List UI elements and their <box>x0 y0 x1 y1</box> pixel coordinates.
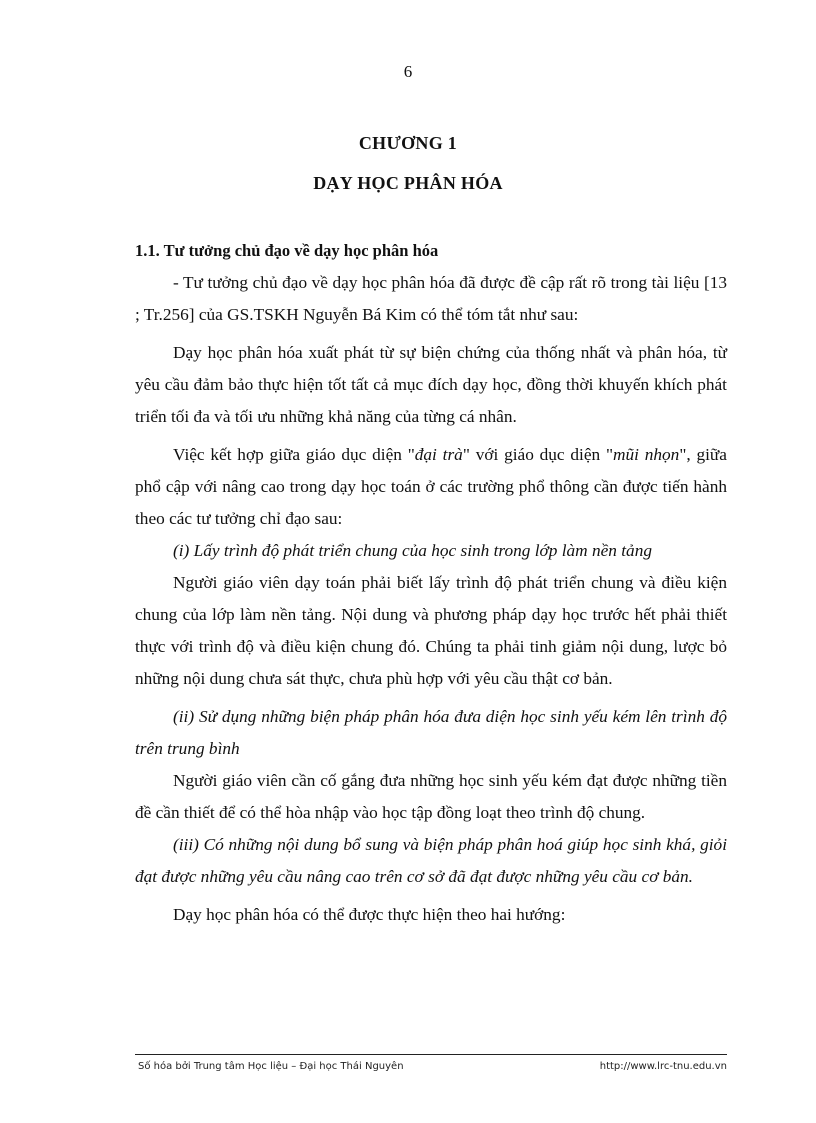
guideline-ii: (ii) Sử dụng những biện pháp phân hóa đưa diện học sinh yếu kém lên trình độ trên trung bình <box>135 707 727 758</box>
chapter-number: CHƯƠNG 1 <box>358 133 458 153</box>
guideline-iii: (iii) Có những nội dung bổ sung và biện pháp phân hoá giúp học sinh khá, giỏi đạt được những yêu cầu nâng cao trên cơ sở đã đạt được những yêu cầu cơ bản. <box>135 835 727 886</box>
paragraph-combination <box>135 439 727 535</box>
paragraph-combination-text-1: Việc kết hợp giữa giáo dục diện " <box>173 445 415 464</box>
paragraph-weak-students: Người giáo viên cần cố gắng đưa những học sinh yếu kém đạt được những tiền đề cần thiết để có thể hòa nhập vào học tập đồng loạt theo trình độ chung. <box>135 771 727 822</box>
paragraph-dialectic: Dạy học phân hóa xuất phát từ sự biện chứng của thống nhất và phân hóa, từ yêu cầu đảm bảo thực hiện tốt tất cả mục đích dạy học, đồng thời khuyến khích phát triển tối đa và tối ưu những khả năng của từng cá nhân. <box>135 343 727 426</box>
guideline-i: (i) Lấy trình độ phát triển chung của học sinh trong lớp làm nền tảng <box>173 541 652 560</box>
paragraph-combination-text-3: ", giữa phổ cập với nâng cao trong dạy học toán ở các trường phổ thông cần được tiến hành theo các tư tưởng chỉ đạo sau: <box>135 445 727 528</box>
footer-url: http://www.lrc-tnu.edu.vn <box>599 1061 727 1072</box>
page-number: 6 <box>403 62 413 81</box>
paragraph-two-directions: Dạy học phân hóa có thể được thực hiện theo hai hướng: <box>173 905 566 924</box>
paragraph-combination-text-2: " với giáo dục diện " <box>462 445 614 464</box>
section-heading: 1.1. Tư tưởng chủ đạo về dạy học phân hóa <box>135 241 439 260</box>
document-body <box>135 235 727 931</box>
paragraph-intro: - Tư tưởng chủ đạo về dạy học phân hóa đã được đề cập rất rõ trong tài liệu [13 ; Tr.256] của GS.TSKH Nguyễn Bá Kim có thể tóm tắt như sau: <box>135 273 727 324</box>
footer-divider <box>135 1054 727 1055</box>
emphasis-mui-nhon: mũi nhọn <box>613 445 680 464</box>
chapter-title: DẠY HỌC PHÂN HÓA <box>313 173 503 193</box>
paragraph-common-level: Người giáo viên dạy toán phải biết lấy trình độ phát triển chung và điều kiện chung của lớp làm nền tảng. Nội dung và phương pháp dạy học trước hết phải thiết thực với trình độ và điều kiện chung đó. Chúng ta phải tinh giảm nội dung, lược bỏ những nội dung chưa sát thực, chưa phù hợp với yêu cầu thật cơ bản. <box>135 573 727 688</box>
footer-source: Số hóa bởi Trung tâm Học liệu – Đại học Thái Nguyên <box>138 1061 404 1072</box>
emphasis-dai-tra: đại trà <box>414 445 463 464</box>
